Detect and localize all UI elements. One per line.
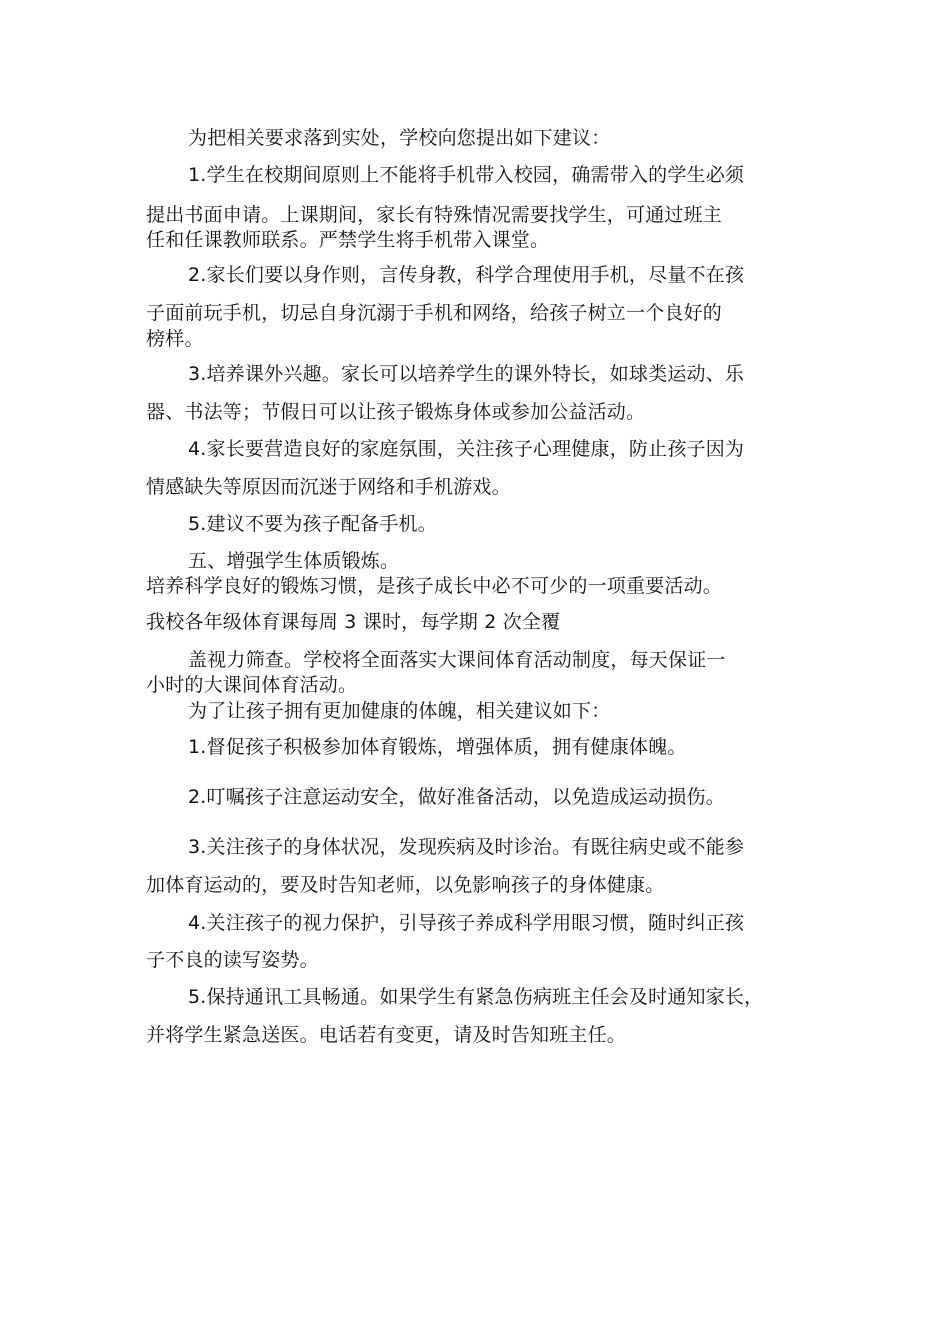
intro-line: 为把相关要求落到实处，学校向您提出如下建议： — [188, 127, 611, 149]
section-5-line-1: 培养科学良好的锻炼习惯，是孩子成长中必不可少的一项重要活动。 — [146, 575, 723, 597]
item-3-line-2: 器、书法等；节假日可以让孩子锻炼身体或参加公益活动。 — [146, 401, 646, 423]
tip-4-line-1: 4.关注孩子的视力保护，引导孩子养成科学用眼习惯，随时纠正孩 — [188, 912, 745, 934]
section-5-line-4: 小时的大课间体育活动。 — [146, 674, 358, 696]
item-1-line-2: 提出书面申请。上课期间，家长有特殊情况需要找学生，可通过班主 — [146, 204, 723, 226]
section-5-heading: 五、增强学生体质锻炼。 — [188, 550, 400, 572]
tip-1-line: 1.督促孩子积极参加体育锻炼，增强体质，拥有健康体魄。 — [188, 736, 687, 758]
item-4-line-2: 情感缺失等原因而沉迷于网络和手机游戏。 — [146, 476, 511, 498]
suggestions-intro: 为了让孩子拥有更加健康的体魄，相关建议如下： — [188, 700, 611, 722]
tip-3-line-2: 加体育运动的，要及时告知老师，以免影响孩子的身体健康。 — [146, 874, 665, 896]
section-5-line-2: 我校各年级体育课每周 3 课时，每学期 2 次全覆 — [146, 611, 561, 633]
item-5-line: 5.建议不要为孩子配备手机。 — [188, 513, 437, 535]
tip-2-line: 2.叮嘱孩子注意运动安全，做好准备活动，以免造成运动损伤。 — [188, 786, 725, 808]
item-4-line-1: 4.家长要营造良好的家庭氛围，关注孩子心理健康，防止孩子因为 — [188, 438, 745, 460]
tip-4-line-2: 子不良的读写姿势。 — [146, 949, 319, 971]
item-2-line-2: 子面前玩手机，切忌自身沉溺于手机和网络，给孩子树立一个良好的 — [146, 302, 723, 324]
tip-5-line-1: 5.保持通讯工具畅通。如果学生有紧急伤病班主任会及时通知家长， — [188, 986, 764, 1008]
item-1-line-3: 任和任课教师联系。严禁学生将手机带入课堂。 — [146, 229, 550, 251]
tip-3-line-1: 3.关注孩子的身体状况，发现疾病及时诊治。有既往病史或不能参 — [188, 836, 745, 858]
item-2-line-3: 榜样。 — [146, 328, 204, 350]
item-3-line-1: 3.培养课外兴趣。家长可以培养学生的课外特长，如球类运动、乐 — [188, 363, 745, 385]
tip-5-line-2: 并将学生紧急送医。电话若有变更，请及时告知班主任。 — [146, 1024, 627, 1046]
section-5-line-3: 盖视力筛查。学校将全面落实大课间体育活动制度，每天保证一 — [188, 649, 726, 671]
item-2-line-1: 2.家长们要以身作则，言传身教，科学合理使用手机，尽量不在孩 — [188, 264, 745, 286]
item-1-line-1: 1.学生在校期间原则上不能将手机带入校园，确需带入的学生必须 — [188, 164, 745, 186]
